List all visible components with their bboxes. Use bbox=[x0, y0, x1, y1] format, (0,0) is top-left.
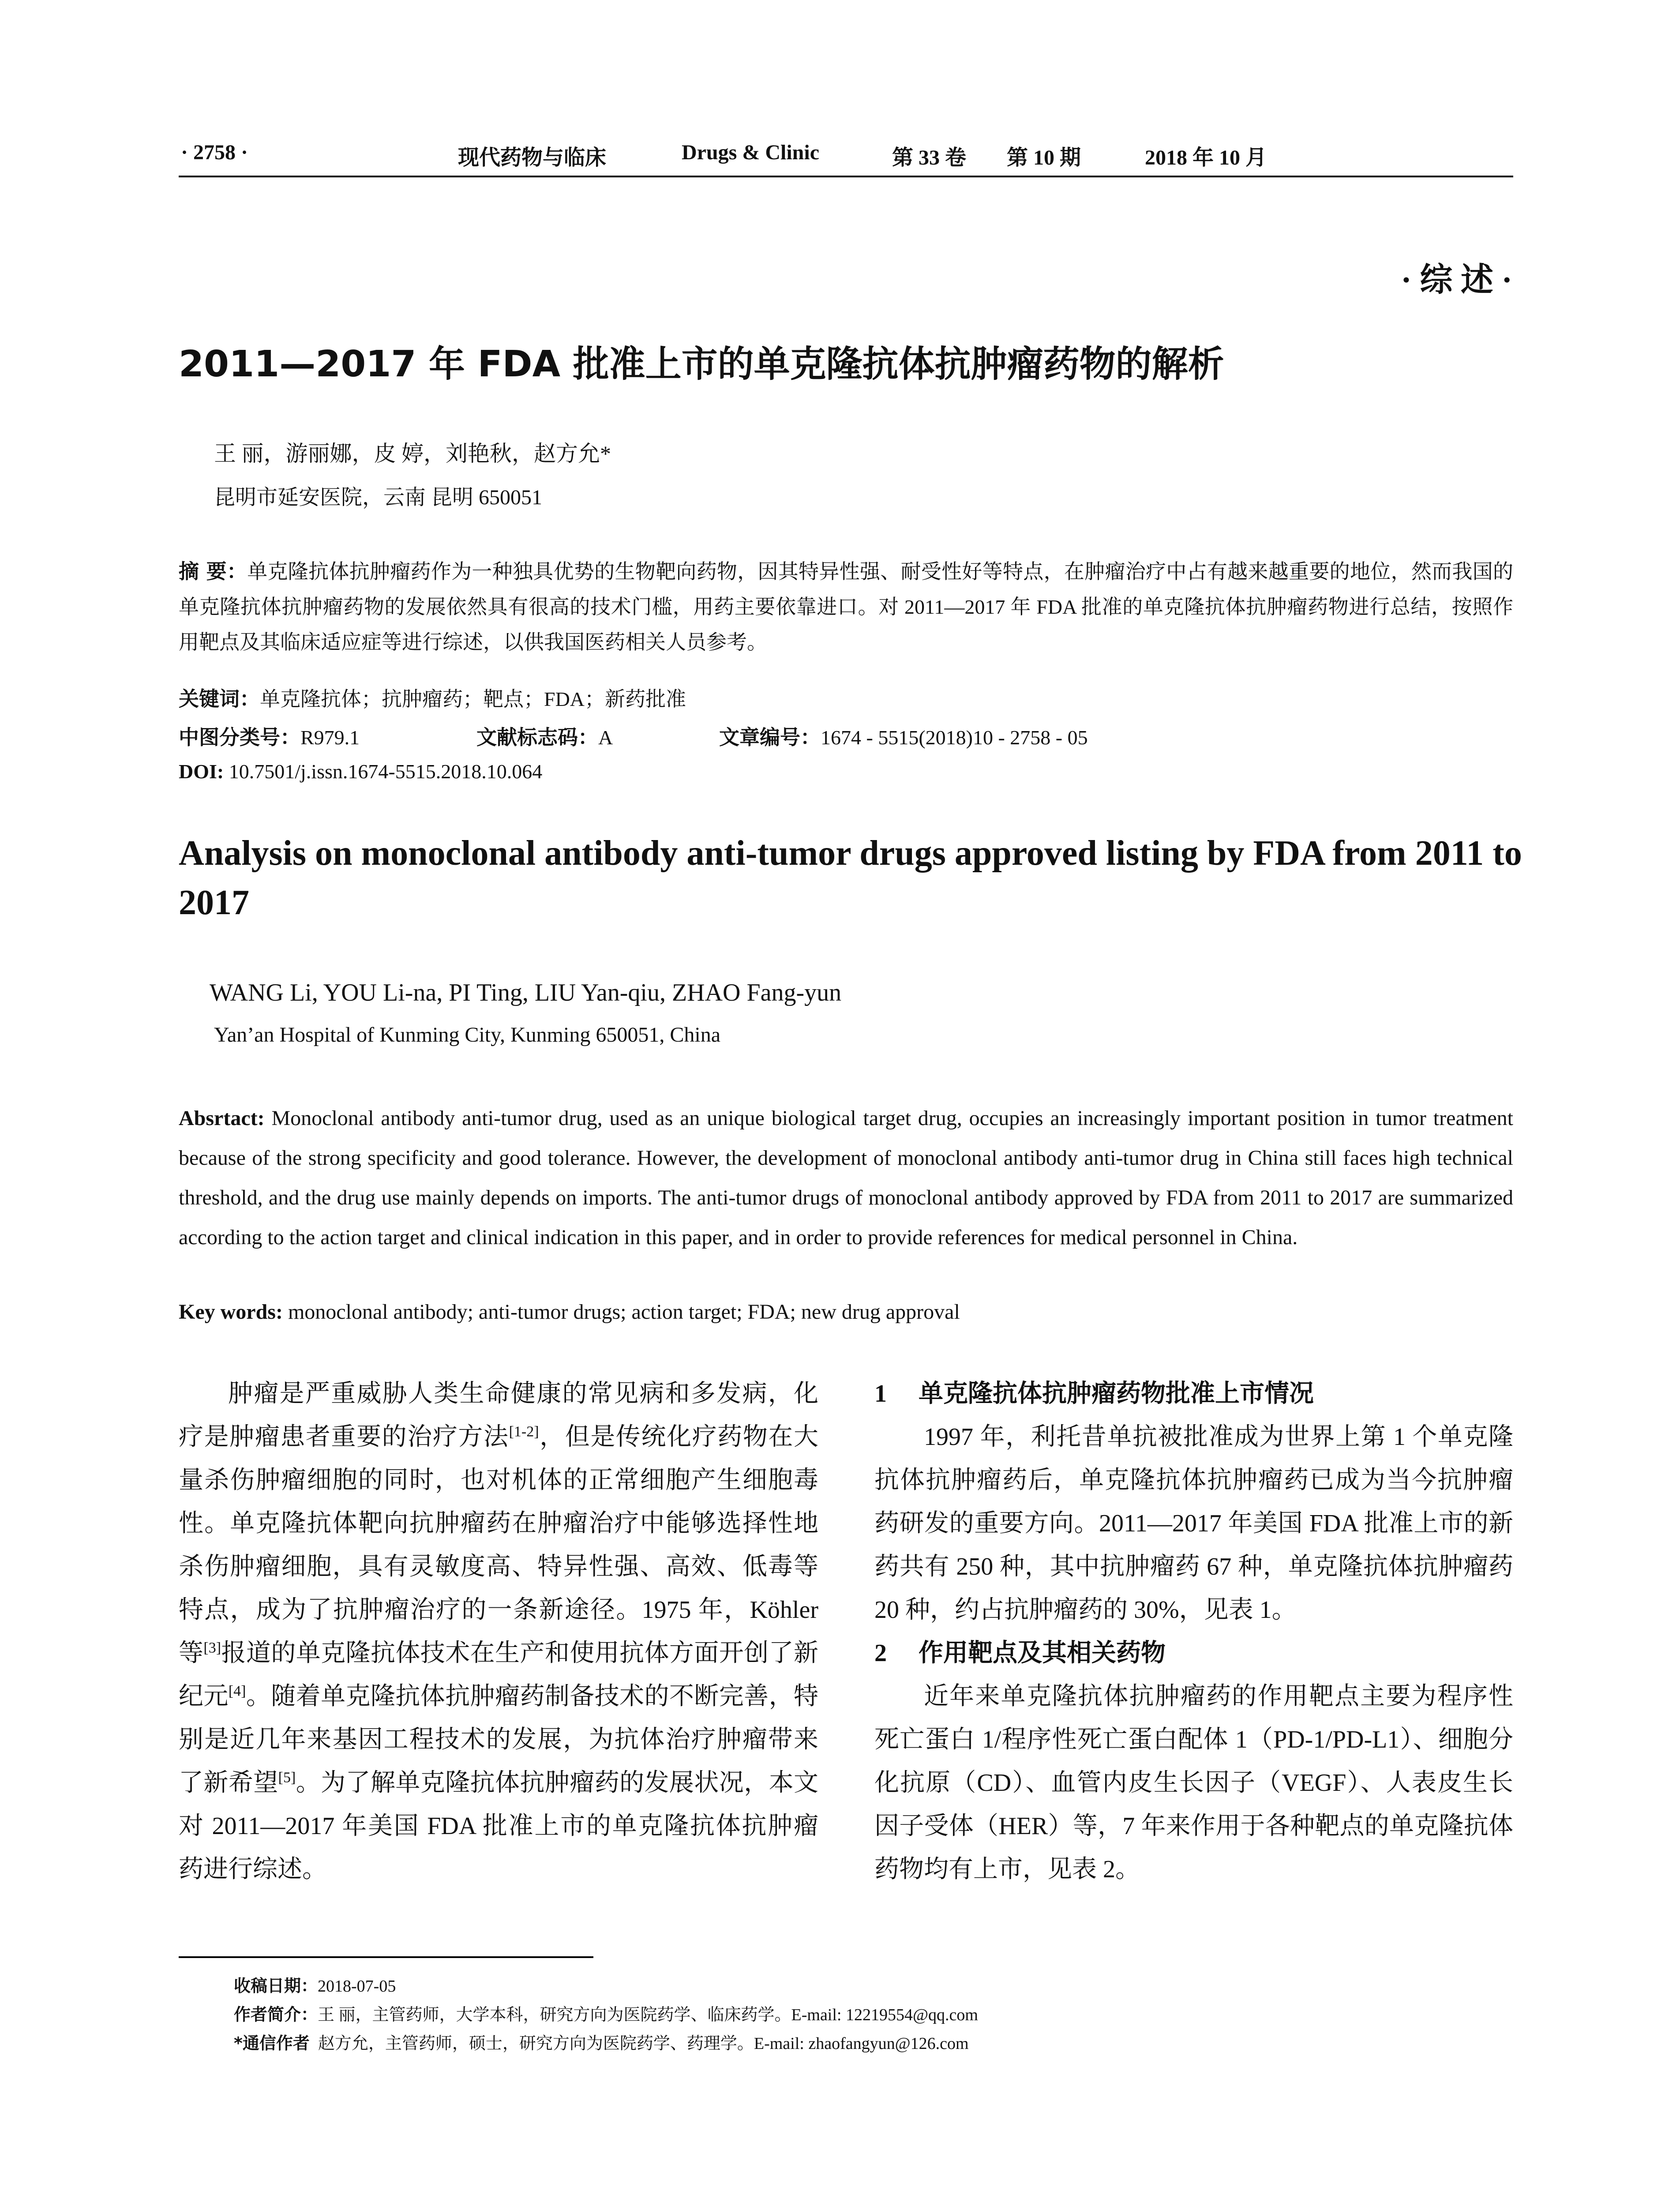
journal-name-cn: 现代药物与临床 bbox=[458, 146, 607, 169]
abstract-cn bbox=[179, 554, 1513, 660]
keywords-cn-label: 关键词： bbox=[179, 687, 260, 711]
affiliation-cn: 昆明市延安医院，云南 昆明 650051 bbox=[214, 486, 543, 509]
intro-text-1: 肿瘤是严重威胁人类生命健康的常见病和多发病，化疗是肿瘤患者重要的治疗方法 bbox=[179, 1380, 818, 1451]
footnote-received bbox=[234, 1972, 396, 1996]
abstract-en-text: Monoclonal antibody anti-tumor drug, used as an unique biological target drug, occupies an increasingly important position in tumor treatment because of the strong specificity and good tolerance. However, the development of monoclonal antibody anti-tumor drug in China still faces high technical threshold, and the drug use mainly depends on imports. The anti-tumor drugs of monoclonal antibody approved by FDA from 2011 to 2017 are summarized according to the action target and clinical indication in this paper, and in order to provide references for medical personnel in China. bbox=[179, 1107, 1513, 1249]
doc-code-value: A bbox=[598, 726, 613, 749]
keywords-cn-text: 单克隆抗体；抗肿瘤药；靶点；FDA；新药批准 bbox=[260, 688, 686, 710]
classification-line bbox=[179, 721, 360, 750]
received-date: 2018-07-05 bbox=[318, 1977, 396, 1996]
authors-en: WANG Li, YOU Li-na, PI Ting, LIU Yan-qiu, ZHAO Fang-yun bbox=[210, 979, 842, 1006]
article-number-value: 1674 - 5515(2018)10 - 2758 - 05 bbox=[821, 726, 1088, 749]
intro-text-2: ，但是传统化疗药物在大量杀伤肿瘤细胞的同时，也对机体的正常细胞产生细胞毒性。单克隆抗体靶向抗肿瘤药在肿瘤治疗中能够选择性地杀伤肿瘤细胞，具有灵敏度高、特异性强、高效、低毒等特点，成为了抗肿瘤治疗的一条新途径。1975 年，Köhler 等 bbox=[179, 1423, 819, 1667]
corresponding-label: *通信作者 bbox=[234, 2033, 310, 2053]
clc-value: R979.1 bbox=[300, 726, 360, 749]
article-number-label: 文章编号： bbox=[719, 725, 821, 749]
doi-label: DOI: bbox=[179, 760, 224, 783]
citation-ref: [4] bbox=[228, 1683, 246, 1700]
section-2-number: 2 bbox=[874, 1639, 887, 1667]
affiliation-en: Yan’an Hospital of Kunming City, Kunming 650051, China bbox=[214, 1023, 720, 1047]
page-number: · 2758 · bbox=[181, 141, 248, 164]
journal-date: 2018 年 10 月 bbox=[1145, 146, 1267, 169]
abstract-cn-label: 摘 要： bbox=[179, 559, 248, 583]
article-title-cn: 2011—2017 年 FDA 批准上市的单克隆抗体抗肿瘤药物的解析 bbox=[179, 343, 1224, 385]
author-bio-label: 作者简介： bbox=[234, 2005, 318, 2024]
intro-text-3: 报道的单克隆抗体技术在生产和使用抗体方面开创了新纪元 bbox=[179, 1639, 819, 1710]
section-1-heading bbox=[874, 1372, 1513, 1415]
article-number bbox=[719, 721, 1088, 750]
keywords-cn bbox=[179, 683, 686, 712]
intro-paragraph bbox=[179, 1372, 818, 1891]
body-left-column bbox=[179, 1372, 818, 1891]
keywords-en bbox=[179, 1300, 960, 1324]
corresponding-text: 赵方允，主管药师，硕士，研究方向为医院药学、药理学。E-mail: zhaofangyun@126.com bbox=[318, 2034, 969, 2053]
section-1-number: 1 bbox=[874, 1380, 887, 1407]
abstract-cn-text: 单克隆抗体抗肿瘤药作为一种独具优势的生物靶向药物，因其特异性强、耐受性好等特点，在肿瘤治疗中占有越来越重要的地位，然而我国的单克隆抗体抗肿瘤药物的发展依然具有很高的技术门槛，用药主要依靠进口。对 2011—2017 年 FDA 批准的单克隆抗体抗肿瘤药物进行总结，按照作用靶点及其临床适应症等进行综述，以供我国医药相关人员参考。 bbox=[179, 560, 1514, 653]
intro-text-4: 。随着单克隆抗体抗肿瘤药制备技术的不断完善，特别是近几年来基因工程技术的发展，为抗体治疗肿瘤带来了新希望 bbox=[179, 1683, 819, 1797]
doi-value: 10.7501/j.issn.1674-5515.2018.10.064 bbox=[229, 760, 543, 783]
intro-text-5: 。为了解单克隆抗体抗肿瘤药的发展状况，本文对 2011—2017 年美国 FDA 批准上市的单克隆抗体抗肿瘤药进行综述。 bbox=[179, 1769, 819, 1883]
footnote-corresponding bbox=[234, 2030, 969, 2054]
citation-ref: [5] bbox=[278, 1769, 296, 1786]
body-right-column bbox=[874, 1372, 1513, 1891]
author-bio-text: 王 丽，主管药师，大学本科，研究方向为医院药学、临床药学。E-mail: 12219554@qq.com bbox=[318, 2006, 978, 2024]
footnote-author-bio bbox=[234, 2001, 978, 2025]
journal-name-en: Drugs & Clinic bbox=[682, 141, 819, 164]
received-label: 收稿日期： bbox=[234, 1976, 318, 1996]
header-rule bbox=[179, 176, 1513, 177]
article-title-en: Analysis on monoclonal antibody anti-tumor drugs approved listing by FDA from 2011 to 2017 bbox=[179, 834, 1522, 922]
section-tag: · 综 述 · bbox=[1401, 262, 1512, 298]
section-2-title: 作用靶点及其相关药物 bbox=[919, 1639, 1166, 1667]
journal-volume: 第 33 卷 bbox=[892, 146, 967, 169]
keywords-en-text: monoclonal antibody; anti-tumor drugs; action target; FDA; new drug approval bbox=[288, 1300, 960, 1324]
authors-cn: 王 丽，游丽娜，皮 婷，刘艳秋，赵方允* bbox=[214, 441, 611, 466]
section-1-title: 单克隆抗体抗肿瘤药物批准上市情况 bbox=[919, 1379, 1314, 1408]
citation-ref: [1-2] bbox=[509, 1423, 539, 1440]
footnote-rule bbox=[179, 1956, 593, 1958]
section-2-paragraph: 近年来单克隆抗体抗肿瘤药的作用靶点主要为程序性死亡蛋白 1/程序性死亡蛋白配体 1（PD-1/PD-L1）、细胞分化抗原（CD）、血管内皮生长因子（VEGF）、人表皮生长因子受体（HER）等，7 年来作用于各种靶点的单克隆抗体药物均有上市，见表 2。 bbox=[874, 1683, 1513, 1883]
clc-label: 中图分类号： bbox=[179, 725, 300, 749]
doi bbox=[179, 760, 542, 783]
abstract-en bbox=[179, 1099, 1513, 1257]
journal-issue: 第 10 期 bbox=[1007, 146, 1081, 169]
section-1-paragraph: 1997 年，利托昔单抗被批准成为世界上第 1 个单克隆抗体抗肿瘤药后，单克隆抗体抗肿瘤药已成为当今抗肿瘤药研发的重要方向。2011—2017 年美国 FDA 批准上市的新药共有 250 种，其中抗肿瘤药 67 种，单克隆抗体抗肿瘤药 20 种，约占抗肿瘤药的 30%，见表 1。 bbox=[874, 1423, 1513, 1624]
doc-code-label: 文献标志码： bbox=[476, 725, 598, 749]
citation-ref: [3] bbox=[203, 1639, 221, 1656]
abstract-en-label: Absrtact: bbox=[179, 1107, 265, 1130]
doc-code bbox=[476, 721, 613, 750]
section-2-heading bbox=[874, 1632, 1513, 1675]
keywords-en-label: Key words: bbox=[179, 1300, 283, 1324]
